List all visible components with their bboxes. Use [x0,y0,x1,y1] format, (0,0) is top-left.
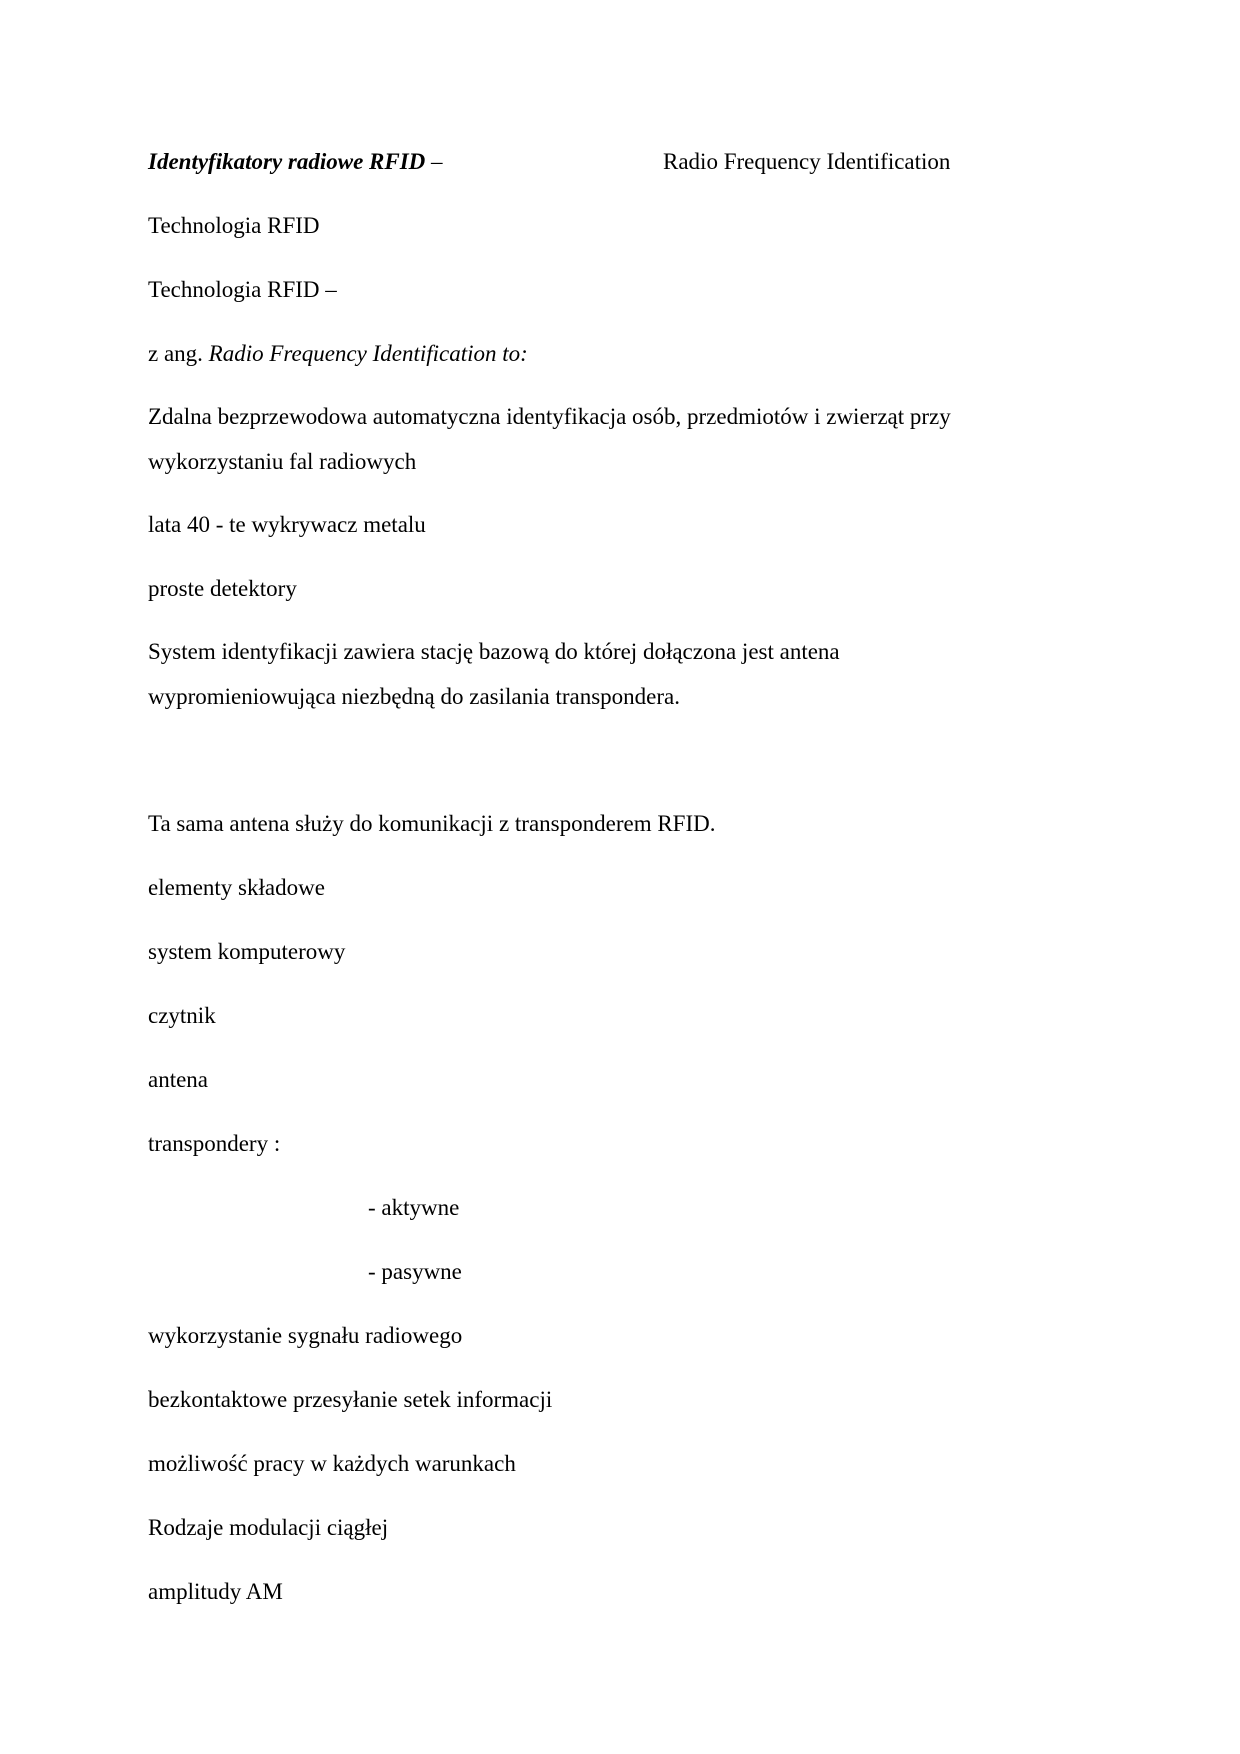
paragraph-zdalna-line-2: wykorzystaniu fal radiowych [148,449,417,474]
z-ang-italic: Radio Frequency Identification to: [208,341,528,366]
line-rodzaje: Rodzaje modulacji ciągłej [148,1515,389,1540]
paragraph-system-line-1: System identyfikacji zawiera stację bazową do której dołączona jest antena [148,639,840,664]
line-z-ang [148,340,528,368]
line-wykorzystanie: wykorzystanie sygnału radiowego [148,1323,463,1348]
line-technologia: Technologia RFID [148,213,320,238]
line-bezkontaktowe: bezkontaktowe przesyłanie setek informacji [148,1387,553,1412]
line-antena: antena [148,1067,209,1092]
document-title [148,148,951,176]
line-aktywne: - aktywne [368,1195,460,1220]
z-ang-plain: z ang. [148,341,209,366]
line-czytnik: czytnik [148,1003,216,1028]
line-lata: lata 40 - te wykrywacz metalu [148,512,426,537]
paragraph-system-line-2: wypromieniowująca niezbędną do zasilania transpondera. [148,684,680,709]
title-right: Radio Frequency Identification [663,149,951,174]
line-system-komputerowy: system komputerowy [148,939,346,964]
line-technologia-dash: Technologia RFID – [148,277,337,302]
line-proste: proste detektory [148,576,297,601]
title-dash: – [425,149,443,174]
title-bold-italic: Identyfikatory radiowe RFID [148,149,426,174]
line-amplitudy: amplitudy AM [148,1579,283,1604]
line-transpondery: transpondery : [148,1131,281,1156]
line-elementy: elementy składowe [148,875,325,900]
line-pasywne: - pasywne [368,1259,462,1284]
line-mozliwosc: możliwość pracy w każdych warunkach [148,1451,516,1476]
line-ta-sama: Ta sama antena służy do komunikacji z transponderem RFID. [148,811,716,836]
paragraph-zdalna-line-1: Zdalna bezprzewodowa automatyczna identyfikacja osób, przedmiotów i zwierząt przy [148,404,951,429]
